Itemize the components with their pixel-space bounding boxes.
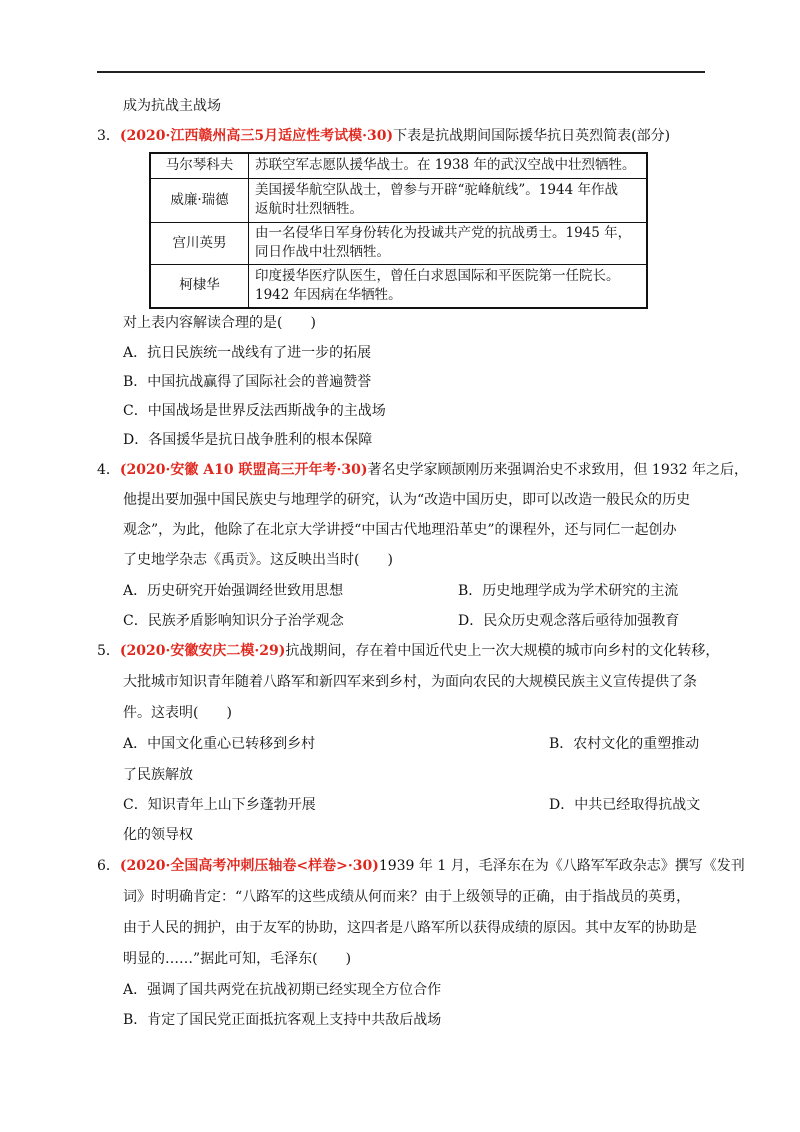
question-text: 著名史学家顾颉刚历来强调治史不求致用，但 1932 年之后，: [367, 462, 748, 478]
question-text: 1939 年 1 月，毛泽东在为《八路军军政杂志》撰写《发刊: [378, 858, 745, 874]
question-3-prompt: 对上表内容解读合理的是( ): [123, 315, 316, 331]
question-number: 6．: [97, 858, 120, 874]
option-c[interactable]: C．民族矛盾影响知识分子治学观念: [123, 613, 344, 629]
table-row: [150, 264, 647, 308]
table-cell-name: 威廉·瑞德: [150, 178, 249, 222]
option-c[interactable]: C．知识青年上山下乡蓬勃开展: [123, 797, 316, 813]
desc-line: 美国援华航空队战士，曾参与开辟“驼峰航线”。1944 年作战: [255, 182, 618, 198]
option-b[interactable]: B．历史地理学成为学术研究的主流: [458, 583, 679, 599]
question-6-header: [97, 856, 745, 876]
header-rule: [97, 71, 705, 73]
table-row: [150, 153, 647, 178]
option-b[interactable]: B．肯定了国民党正面抵抗客观上支持中共敌后战场: [123, 1012, 442, 1028]
option-a[interactable]: A．历史研究开始强调经世致用思想: [123, 583, 344, 599]
question-stem: 下表是抗战期间国际援华抗日英烈简表(部分): [393, 128, 671, 144]
question-source: (2020·全国高考冲刺压轴卷<样卷>·30): [119, 858, 379, 874]
desc-line: 由一名侵华日军身份转化为投诚共产党的抗战勇士。1945 年，: [255, 225, 632, 241]
question-6-line: 由于人民的拥护，由于友军的协助，这四者是八路军所以获得成绩的原因。其中友军的协助是: [123, 920, 697, 936]
question-5-header: [97, 641, 719, 661]
question-4-line: 观念”，为此，他除了在北京大学讲授“中国古代地理沿革史”的课程外，还与同仁一起创办: [123, 522, 677, 538]
option-c[interactable]: C．中国战场是世界反法西斯战争的主战场: [123, 403, 386, 419]
table-cell-name: 宫川英男: [150, 222, 249, 264]
question-6-line: 明显的……”据此可知，毛泽东( ): [123, 951, 352, 967]
table-cell-desc: [249, 264, 648, 308]
option-a[interactable]: A．中国文化重心已转移到乡村: [123, 736, 316, 752]
question-5-line: 件。这表明( ): [123, 705, 232, 721]
option-d-continued: 化的领导权: [123, 827, 193, 843]
question-source: (2020·安徽 A10 联盟高三开年考·30): [119, 462, 368, 478]
desc-line: 返航时壮烈牺牲。: [255, 201, 363, 217]
question-source: (2020·江西赣州高三5月适应性考试模·30): [119, 128, 394, 144]
option-d[interactable]: D．中共已经取得抗战文: [549, 797, 701, 813]
option-d[interactable]: D．各国援华是抗日战争胜利的根本保障: [123, 432, 373, 448]
table-row: [150, 222, 647, 264]
option-b-continued: 了民族解放: [123, 767, 193, 783]
martyrs-table: [149, 152, 648, 309]
option-b[interactable]: B．中国抗战赢得了国际社会的普遍赞誉: [123, 374, 372, 390]
question-number: 5．: [97, 643, 120, 659]
question-4-header: [97, 460, 748, 480]
table-cell-desc: [249, 178, 648, 222]
question-4-line: 了史地学杂志《禹贡》。这反映出当时( ): [123, 552, 393, 568]
question-5-line: 大批城市知识青年随着八路军和新四军来到乡村，为面向农民的大规模民族主义宣传提供了条: [123, 674, 697, 690]
question-4-line: 他提出要加强中国民族史与地理学的研究，认为“改造中国历史，即可以改造一般民众的历史: [123, 492, 691, 508]
table-cell-name: 柯棣华: [150, 264, 249, 308]
question-number: 3．: [97, 128, 120, 144]
prev-question-tail: 成为抗战主战场: [123, 98, 221, 114]
table-cell-desc: [249, 153, 648, 178]
table-row: [150, 178, 647, 222]
question-number: 4．: [97, 462, 120, 478]
question-6-line: 词》时明确肯定：“八路军的这些成绩从何而来？由于上级领导的正确，由于指战员的英勇，: [123, 889, 691, 905]
option-b[interactable]: B．农村文化的重塑推动: [549, 736, 700, 752]
table-cell-name: 马尔琴科夫: [150, 153, 249, 178]
option-a[interactable]: A．抗日民族统一战线有了进一步的拓展: [123, 345, 372, 361]
desc-line: 1942 年因病在华牺牲。: [255, 286, 402, 303]
option-d[interactable]: D．民众历史观念落后亟待加强教育: [458, 613, 680, 629]
desc-line: 苏联空军志愿队援华战士。在 1938 年的武汉空战中壮烈牺牲。: [255, 157, 636, 174]
question-3-header: [97, 126, 670, 146]
desc-line: 印度援华医疗队医生，曾任白求恩国际和平医院第一任院长。: [255, 267, 620, 284]
table-cell-desc: [249, 222, 648, 264]
question-text: 抗战期间，存在着中国近代史上一次大规模的城市向乡村的文化转移，: [285, 643, 720, 659]
question-source: (2020·安徽安庆二模·29): [119, 643, 286, 659]
option-a[interactable]: A．强调了国共两党在抗战初期已经实现全方位合作: [123, 982, 442, 998]
desc-line: 同日作战中壮烈牺牲。: [255, 244, 390, 260]
